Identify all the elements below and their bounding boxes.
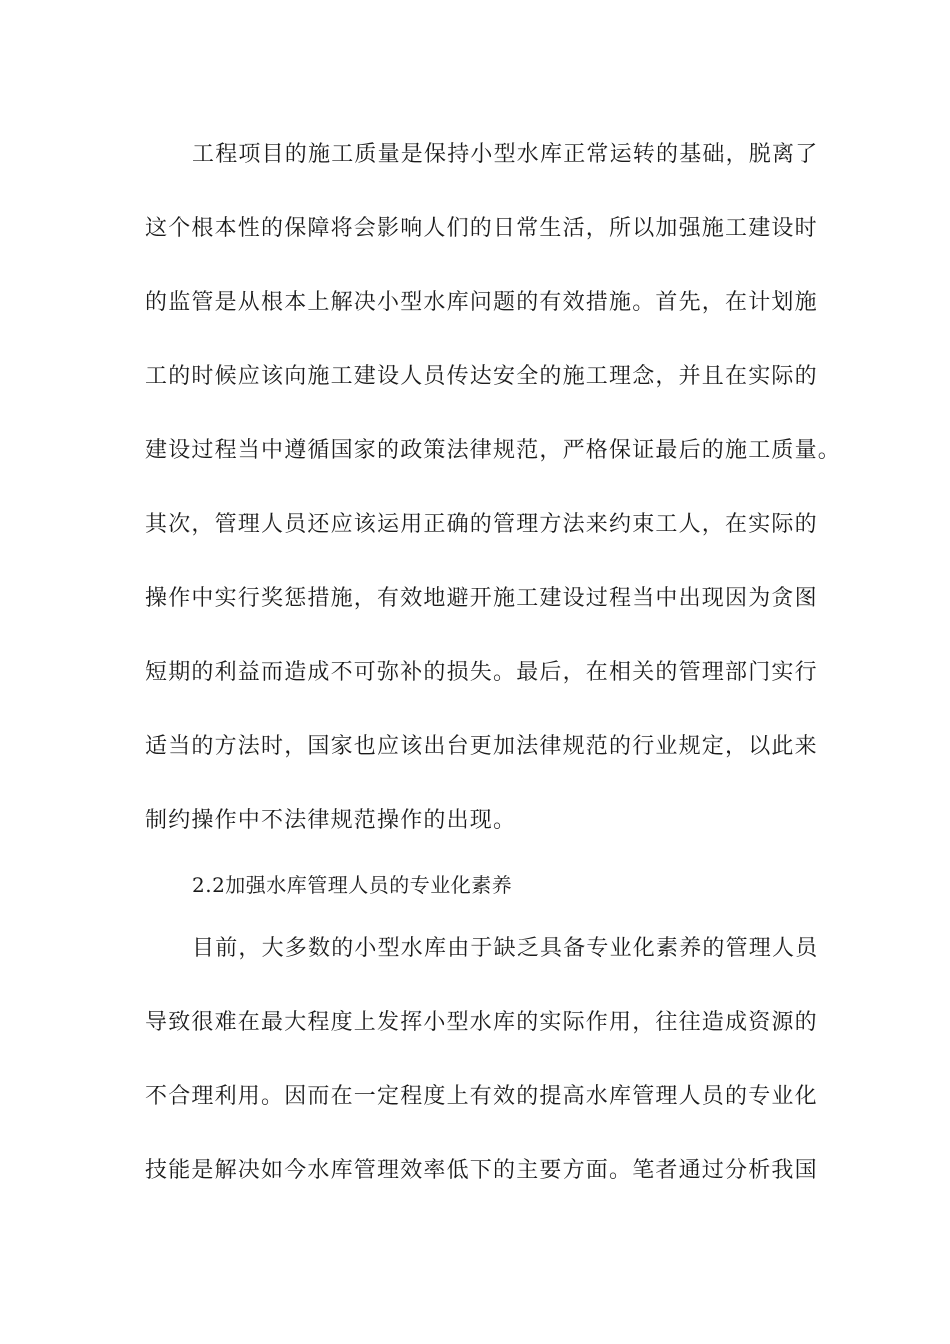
paragraph-1-line-4: 工的时候应该向施工建设人员传达安全的施工理念，并且在实际的	[145, 364, 818, 389]
section-heading: 2.2加强水库管理人员的专业化素养	[192, 873, 513, 897]
paragraph-1-line-9: 适当的方法时，国家也应该出台更加法律规范的行业规定，以此来	[145, 734, 818, 759]
paragraph-1-line-3: 的监管是从根本上解决小型水库问题的有效措施。首先，在计划施	[145, 290, 818, 315]
paragraph-1-line-2: 这个根本性的保障将会影响人们的日常生活，所以加强施工建设时	[145, 216, 818, 241]
paragraph-1-line-1: 工程项目的施工质量是保持小型水库正常运转的基础，脱离了	[192, 142, 819, 167]
paragraph-1-line-8: 短期的利益而造成不可弥补的损失。最后，在相关的管理部门实行	[145, 660, 818, 685]
paragraph-2-line-2: 导致很难在最大程度上发挥小型水库的实际作用，往往造成资源的	[145, 1010, 818, 1035]
paragraph-2-line-3: 不合理利用。因而在一定程度上有效的提高水库管理人员的专业化	[145, 1084, 818, 1109]
paragraph-1-line-6: 其次，管理人员还应该运用正确的管理方法来约束工人，在实际的	[145, 512, 818, 537]
paragraph-1-line-7: 操作中实行奖惩措施，有效地避开施工建设过程当中出现因为贪图	[145, 586, 818, 611]
paragraph-2-line-4: 技能是解决如今水库管理效率低下的主要方面。笔者通过分析我国	[145, 1158, 818, 1183]
paragraph-2-line-1: 目前，大多数的小型水库由于缺乏具备专业化素养的管理人员	[192, 936, 819, 961]
paragraph-1-line-5: 建设过程当中遵循国家的政策法律规范，严格保证最后的施工质量。	[145, 438, 842, 463]
paragraph-1-line-10: 制约操作中不法律规范操作的出现。	[145, 808, 517, 833]
